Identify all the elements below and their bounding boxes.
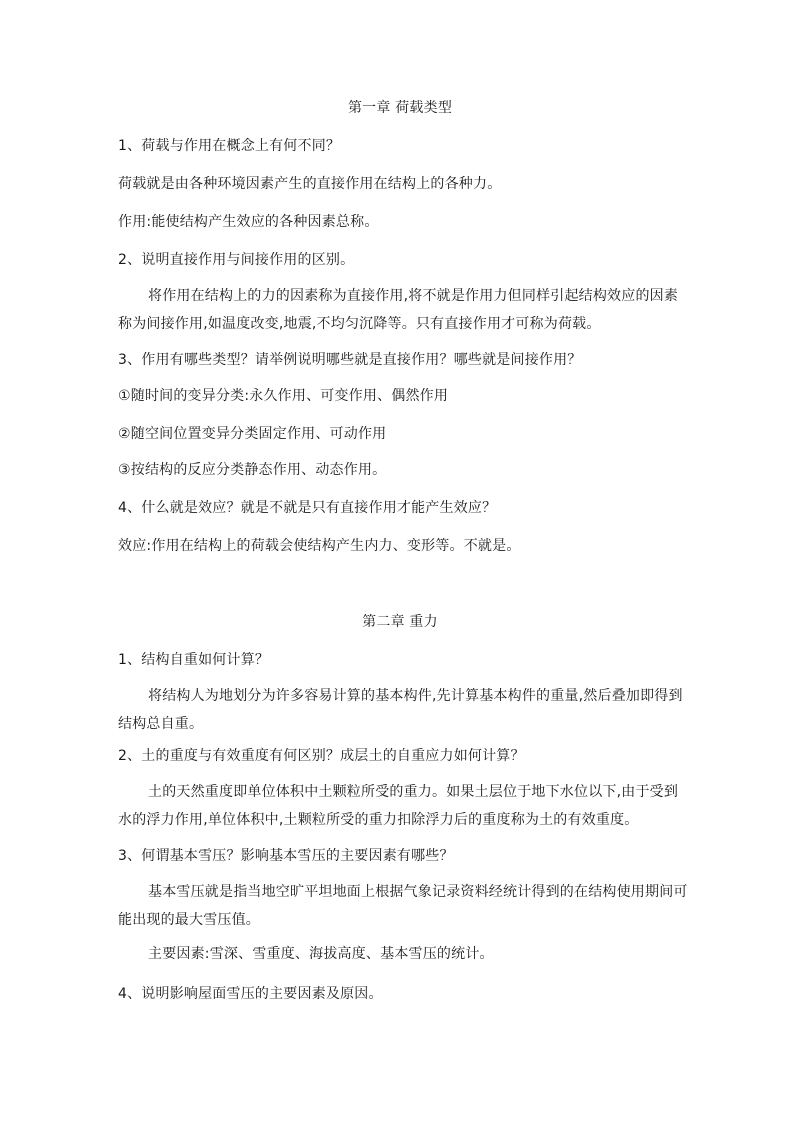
chapter-1-title: 第一章 荷载类型: [347, 100, 453, 116]
answer-1-3-item-2: ②随空间位置变异分类固定作用、可动作用: [118, 426, 387, 442]
question-1-2: 2、说明直接作用与间接作用的区别。: [118, 252, 355, 268]
answer-1-3-item-1: ①随时间的变异分类:永久作用、可变作用、偶然作用: [118, 388, 449, 404]
question-1-4: 4、什么就是效应？就是不就是只有直接作用才能产生效应？: [118, 500, 497, 516]
answer-2-2: 土的天然重度即单位体积中土颗粒所受的重力。如果土层位于地下水位以下,由于受到水的浮力作用,单位体积中,土颗粒所受的重力扣除浮力后的重度称为土的有效重度。: [118, 784, 679, 828]
answer-2-3-factors: 主要因素:雪深、雪重度、海拔高度、基本雪压的统计。: [148, 946, 494, 962]
question-1-3: 3、作用有哪些类型？请举例说明哪些就是直接作用？哪些就是间接作用？: [118, 352, 582, 368]
question-2-1: 1、结构自重如何计算？: [118, 652, 270, 668]
question-2-3: 3、何谓基本雪压？影响基本雪压的主要因素有哪些？: [118, 848, 454, 864]
question-2-2: 2、土的重度与有效重度有何区别？成层土的自重应力如何计算？: [118, 748, 525, 764]
question-2-4: 4、说明影响屋面雪压的主要因素及原因。: [118, 986, 383, 1002]
answer-1-4: 效应:作用在结构上的荷载会使结构产生内力、变形等。不就是。: [118, 538, 521, 554]
answer-2-1: 将结构人为地划分为许多容易计算的基本构件,先计算基本构件的重量,然后叠加即得到结构总自重。: [118, 688, 683, 732]
question-1-1: 1、荷载与作用在概念上有何不同？: [118, 138, 341, 154]
answer-2-3-definition: 基本雪压就是指当地空旷平坦地面上根据气象记录资料经统计得到的在结构使用期间可能出现的最大雪压值。: [118, 884, 688, 928]
chapter-2-title: 第二章 重力: [362, 614, 438, 630]
answer-1-2: 将作用在结构上的力的因素称为直接作用,将不就是作用力但同样引起结构效应的因素称为间接作用,如温度改变,地震,不均匀沉降等。只有直接作用才可称为荷载。: [118, 288, 679, 332]
answer-1-1-load: 荷载就是由各种环境因素产生的直接作用在结构上的各种力。: [118, 176, 502, 192]
answer-1-3-item-3: ③按结构的反应分类静态作用、动态作用。: [118, 462, 387, 478]
answer-1-1-action: 作用:能使结构产生效应的各种因素总称。: [118, 214, 379, 230]
